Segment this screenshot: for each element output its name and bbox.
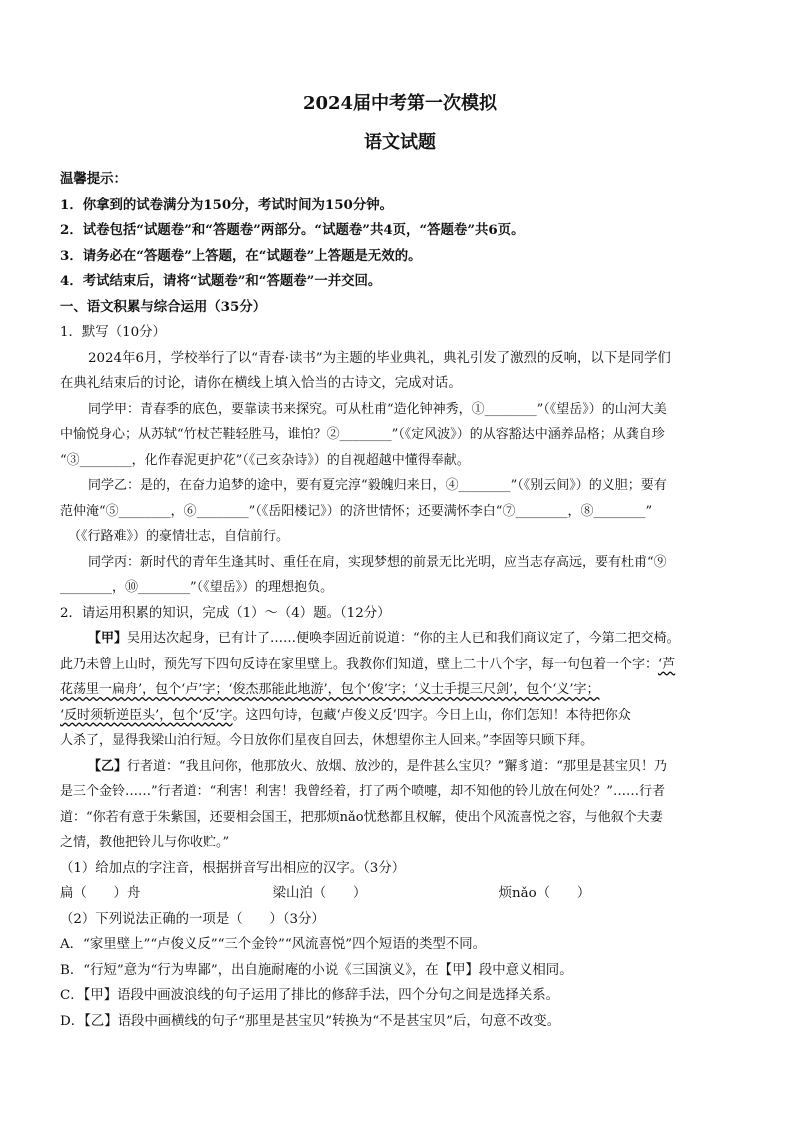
question-1 (60, 320, 740, 601)
exam-subtitle: 语文试题 (364, 132, 436, 153)
dialogue-line: （《行路难》）的豪情壮志，自信前行。 (68, 529, 290, 544)
dialogue-line: 范仲淹“⑤________，⑥________”（《岳阳楼记》）的济世情怀；还要满怀李白“⑦________，⑧________” (60, 503, 653, 519)
passage-yi-line (60, 754, 740, 780)
option-item: C．【甲】语段中画波浪线的句子运用了排比的修辞手法，四个分句之间是选择关系。 (60, 988, 559, 1003)
subquestion-title: （2）下列说法正确的一项是（ ）（3分） (60, 911, 325, 927)
passage-yi-line: 道：“你若有意于朱紫国，还要相会国王，把那烦nǎo忧愁都且权解，使出个风流喜悦之容，与他叙个夫妻 (60, 809, 663, 825)
question-intro-line: 在典礼结束后的讨论，请你在横线上填入恰当的古诗文，完成对话。 (60, 376, 462, 391)
passage-text: 吴用达次起身，已有计了……便唤李固近前说道：“你的主人已和我们商议定了，今第二把交椅。 (127, 631, 680, 646)
tip-item: 3．请务必在“答题卷”上答题，在“试题卷”上答题是无效的。 (60, 247, 422, 264)
passage-jia-line (60, 652, 740, 678)
tip-item: 1．你拿到的试卷满分为150分，考试时间为150分钟。 (60, 196, 394, 213)
pinyin-items (60, 881, 740, 907)
wavy-underlined-text: 花荡里一扁舟’，包个‘卢’字；‘俊杰那能此地游’，包个‘俊’字；‘义士手提三尺剑’，包个‘义’字； (60, 682, 600, 697)
exam-page (60, 92, 740, 1034)
passage-jia-line: 人杀了，显得我梁山泊行短。今日放你们星夜自回去，休想望你主人回来。”李固等只顾下拜。 (60, 733, 594, 748)
passage-jia-line (60, 626, 740, 652)
passage-jia-label: 【甲】 (88, 631, 128, 646)
passage-text: 此乃未曾上山时，预先写下四句反诗在家里壁上。我教你们知道，壁上二十八个字，每一句包着一个字： (60, 656, 659, 672)
subquestion-title: （1）给加点的字注音，根据拼音写出相应的汉字。（3分） (60, 860, 406, 876)
tips-block (60, 167, 740, 295)
question-2 (60, 601, 740, 1035)
dialogue-line: ________，⑩________”（《望岳》）的理想抱负。 (60, 580, 334, 595)
option-item: D．【乙】语段中画横线的句子“那里是甚宝贝”转换为“不是甚宝贝”后，句意不改变。 (60, 1013, 561, 1029)
passage-yi-line: 之情，教他把铃儿与你收贮。” (60, 835, 230, 850)
pinyin-item: 扁（ ）舟 (60, 886, 141, 901)
dialogue-line: 同学甲：青春季的底色，要靠读书来探究。可从杜甫“造化钟神秀，①________”（《望岳》）的山河大美 (88, 401, 667, 417)
option-item: B．“行短”意为“行为卑鄙”，出自施耐庵的小说《三国演义》，在【甲】段中意义相同。 (60, 962, 573, 978)
exam-title: 2024届中考第一次模拟 (302, 93, 498, 114)
wavy-underlined-text: ‘芦 (658, 656, 676, 672)
tip-item: 2．试卷包括“试题卷”和“答题卷”两部分。“试题卷”共4页，“答题卷”共6页。 (60, 222, 525, 238)
passage-jia-line (60, 677, 740, 703)
passage-text: 。这四句诗，包藏‘卢俊义反’四字。今日上山，你们怎知！本待把你众 (232, 707, 631, 723)
question-title: 2．请运用积累的知识，完成（1）～（4）题。（12分） (60, 605, 391, 621)
dialogue-line: 中愉悦身心；从苏轼“竹杖芒鞋轻胜马，谁怕？②________”（《定风波》）的从容豁达中涵养品格；从龚自珍 (60, 427, 665, 442)
question-title: 1．默写（10分） (60, 325, 166, 340)
passage-yi-line: 是三个金铃……”行者道：“利害！利害！我曾经着，打了两个喷嚏，却不知他的铃儿放在何处？”……行者 (60, 784, 665, 799)
passage-jia-line (60, 703, 740, 729)
option-item: A．“家里壁上”“卢俊义反”“三个金铃”“风流喜悦”四个短语的类型不同。 (60, 937, 486, 952)
tips-heading: 温馨提示： (60, 171, 127, 187)
dialogue-line: 同学乙：是的，在奋力追梦的途中，要有夏完淳“毅魄归来日，④________”（《别云间》）的义胆；要有 (88, 478, 667, 493)
passage-yi-label: 【乙】 (88, 758, 128, 774)
passage-text: 行者道：“我且问你，他那放火、放烟、放沙的，是件甚么宝贝？”獬豸道：“那里是甚宝贝！乃 (127, 758, 667, 774)
dialogue-line: 同学丙：新时代的青年生逢其时、重任在肩，实现梦想的前景无比光明，应当志存高远，要有杜甫“⑨ (88, 554, 667, 570)
pinyin-item: 梁山泊（ ） (272, 886, 367, 901)
wavy-underlined-text: ‘反时须斩逆臣头’，包个‘反’字 (60, 707, 233, 723)
question-intro-line: 2024年6月，学校举行了以“青春·读书”为主题的毕业典礼，典礼引发了激烈的反响，以下是同学们 (88, 350, 671, 366)
tip-item: 4．考试结束后，请将“试题卷”和“答题卷”一并交回。 (60, 273, 382, 289)
dialogue-line: “③________，化作春泥更护花”（《己亥杂诗》）的自视超越中懂得奉献。 (60, 452, 470, 468)
pinyin-item: 烦nǎo（ ） (498, 886, 591, 901)
section-heading: 一、语文积累与综合运用（35分） (60, 298, 267, 315)
